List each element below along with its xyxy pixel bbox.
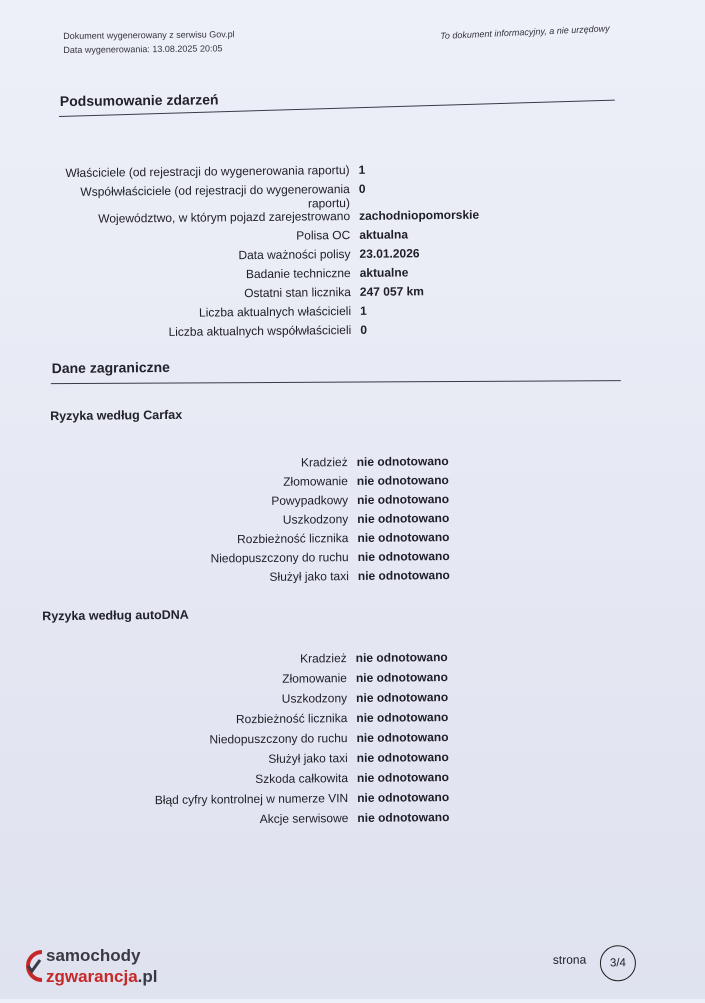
row-label: Służył jako taxi	[268, 751, 348, 766]
row-value: nie odnotowano	[356, 670, 448, 685]
row-label: Właściciele (od rejestracji do wygenerowania raportu)	[65, 163, 349, 180]
row-value: nie odnotowano	[357, 770, 449, 785]
row-label: Ostatni stan licznika	[244, 285, 351, 300]
row-value: nie odnotowano	[356, 730, 448, 745]
row-value: nie odnotowano	[356, 650, 448, 665]
logo-mark-icon	[20, 946, 46, 990]
page-label: strona	[553, 953, 587, 967]
row-label: Złomowanie	[282, 671, 347, 686]
row-label: Błąd cyfry kontrolnej w numerze VIN	[155, 791, 349, 807]
row-value: zachodniopomorskie	[359, 208, 479, 223]
row-value: 1	[359, 163, 366, 177]
row-value: 23.01.2026	[359, 246, 419, 261]
row-value: nie odnotowano	[357, 473, 449, 488]
carfax-title: Ryzyka według Carfax	[50, 408, 182, 423]
row-value: nie odnotowano	[357, 454, 449, 469]
summary-title: Podsumowanie zdarzeń	[60, 91, 219, 109]
logo-text-brand: zgwarancja	[46, 967, 138, 986]
row-label: Niedopuszczony do ruchu	[210, 550, 348, 565]
foreign-title: Dane zagraniczne	[52, 359, 170, 376]
row-value: nie odnotowano	[358, 549, 450, 564]
row-value: nie odnotowano	[356, 690, 448, 705]
autodna-title: Ryzyka według autoDNA	[42, 608, 189, 624]
row-label: Złomowanie	[283, 474, 348, 489]
row-label: Uszkodzony	[283, 512, 349, 527]
row-value: nie odnotowano	[357, 750, 449, 765]
row-value: 247 057 km	[360, 284, 424, 299]
row-label: Uszkodzony	[282, 691, 348, 706]
logo-text-domain: .pl	[138, 967, 158, 986]
row-label: Rozbieżność licznika	[237, 531, 349, 546]
row-label: Polisa OC	[296, 228, 350, 243]
row-value: nie odnotowano	[357, 511, 449, 526]
row-value: aktualna	[359, 227, 408, 242]
row-label: Badanie techniczne	[246, 266, 351, 281]
logo-text-bottom	[46, 967, 158, 987]
generated-source: Dokument wygenerowany z serwisu Gov.pl	[63, 27, 235, 43]
row-label: Województwo, w którym pojazd zarejestrowano	[98, 209, 350, 226]
row-label: Powypadkowy	[271, 493, 348, 508]
row-label: Służył jako taxi	[269, 569, 349, 584]
row-value: 1	[360, 304, 367, 318]
watermark-logo	[20, 946, 180, 990]
row-value: nie odnotowano	[356, 710, 448, 725]
row-label: Data ważności polisy	[238, 247, 350, 262]
row-value: 0	[360, 323, 367, 337]
row-label: Szkoda całkowita	[255, 771, 348, 786]
summary-table	[359, 163, 361, 342]
row-value: nie odnotowano	[357, 492, 449, 507]
row-label: Kradzież	[301, 455, 348, 469]
autodna-table	[356, 651, 358, 831]
row-label: Liczba aktualnych właścicieli	[199, 304, 351, 320]
carfax-table	[357, 455, 358, 588]
row-value: nie odnotowano	[357, 810, 449, 825]
row-value: nie odnotowano	[357, 790, 449, 805]
disclaimer: To dokument informacyjny, a nie urzędowy	[440, 23, 610, 41]
row-value: aktualne	[360, 265, 409, 280]
foreign-divider	[51, 380, 621, 384]
logo-text-top: samochody	[46, 946, 140, 966]
row-label: Kradzież	[300, 651, 347, 665]
row-label: Akcje serwisowe	[260, 811, 349, 826]
row-value: nie odnotowano	[357, 530, 449, 545]
generated-date: Data wygenerowania: 13.08.2025 20:05	[63, 41, 235, 57]
row-label: Współwłaściciele (od rejestracji do wygenerowania raportu)	[60, 182, 350, 213]
row-value: 0	[359, 182, 366, 196]
row-label: Rozbieżność licznika	[236, 711, 348, 726]
document-meta	[63, 27, 235, 57]
row-value: nie odnotowano	[358, 568, 450, 583]
row-label: Niedopuszczony do ruchu	[209, 731, 347, 746]
row-label: Liczba aktualnych współwłaścicieli	[168, 323, 351, 339]
page-number: 3/4	[600, 945, 636, 981]
